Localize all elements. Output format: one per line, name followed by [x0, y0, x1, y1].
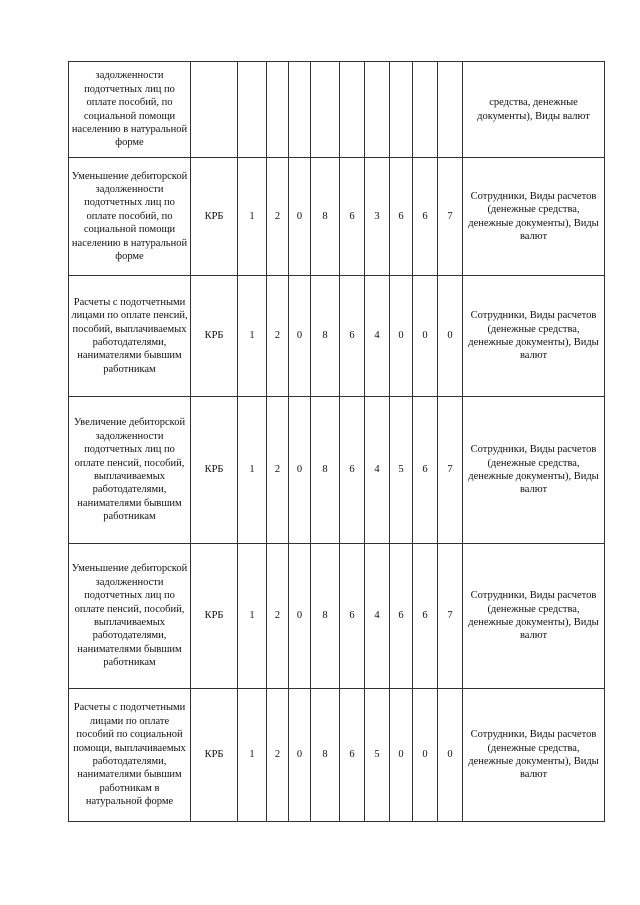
account-digit-cell: 6: [340, 397, 365, 544]
account-digit-cell: 0: [289, 544, 311, 689]
balance-code-cell: КРБ: [191, 158, 238, 276]
account-digit-cell: 2: [267, 276, 289, 397]
accounts-table: [68, 61, 605, 822]
account-digit-cell: 6: [390, 158, 413, 276]
analytics-cell: Сотрудники, Виды расчетов (денежные средства, денежные документы), Виды валют: [463, 158, 605, 276]
account-digit-cell: 4: [365, 276, 390, 397]
account-digit-cell: [438, 62, 463, 158]
analytics-cell: Сотрудники, Виды расчетов (денежные средства, денежные документы), Виды валют: [463, 397, 605, 544]
table-row: [69, 544, 605, 689]
account-digit-cell: 6: [413, 158, 438, 276]
operation-name-cell: Расчеты с подотчетными лицами по оплате пособий по социальной помощи, выплачиваемых работодателями, нанимателями бывшим работникам в натуральной форме: [69, 689, 191, 822]
analytics-cell: Сотрудники, Виды расчетов (денежные средства, денежные документы), Виды валют: [463, 689, 605, 822]
account-digit-cell: 1: [238, 158, 267, 276]
account-digit-cell: 2: [267, 158, 289, 276]
account-digit-cell: 0: [289, 158, 311, 276]
account-digit-cell: 4: [365, 397, 390, 544]
account-digit-cell: 1: [238, 276, 267, 397]
account-digit-cell: 0: [413, 689, 438, 822]
account-digit-cell: [340, 62, 365, 158]
account-digit-cell: 1: [238, 689, 267, 822]
account-digit-cell: 8: [311, 397, 340, 544]
account-digit-cell: [311, 62, 340, 158]
table-row: [69, 62, 605, 158]
account-digit-cell: [365, 62, 390, 158]
account-digit-cell: 8: [311, 276, 340, 397]
account-digit-cell: 0: [289, 689, 311, 822]
account-digit-cell: 5: [365, 689, 390, 822]
account-digit-cell: 6: [340, 276, 365, 397]
table-row: [69, 276, 605, 397]
table-row: [69, 397, 605, 544]
account-digit-cell: 0: [289, 397, 311, 544]
account-digit-cell: 8: [311, 544, 340, 689]
account-digit-cell: 8: [311, 689, 340, 822]
account-digit-cell: 0: [438, 689, 463, 822]
account-digit-cell: 1: [238, 397, 267, 544]
account-digit-cell: [289, 62, 311, 158]
account-digit-cell: 2: [267, 544, 289, 689]
account-digit-cell: 6: [340, 689, 365, 822]
operation-name-cell: Увеличение дебиторской задолженности подотчетных лиц по оплате пенсий, пособий, выплачиваемых работодателями, нанимателями бывшим работникам: [69, 397, 191, 544]
account-digit-cell: 1: [238, 544, 267, 689]
account-digit-cell: [390, 62, 413, 158]
account-digit-cell: 0: [390, 276, 413, 397]
balance-code-cell: [191, 62, 238, 158]
balance-code-cell: КРБ: [191, 689, 238, 822]
account-digit-cell: 7: [438, 158, 463, 276]
account-digit-cell: 6: [340, 158, 365, 276]
account-digit-cell: 6: [340, 544, 365, 689]
account-digit-cell: 7: [438, 544, 463, 689]
operation-name-cell: задолженности подотчетных лиц по оплате пособий, по социальной помощи населению в натуральной форме: [69, 62, 191, 158]
account-digit-cell: 6: [413, 544, 438, 689]
account-digit-cell: 3: [365, 158, 390, 276]
account-digit-cell: 0: [390, 689, 413, 822]
balance-code-cell: КРБ: [191, 397, 238, 544]
account-digit-cell: 4: [365, 544, 390, 689]
account-digit-cell: 2: [267, 689, 289, 822]
account-digit-cell: 2: [267, 397, 289, 544]
balance-code-cell: КРБ: [191, 544, 238, 689]
account-digit-cell: 6: [413, 397, 438, 544]
account-digit-cell: 0: [289, 276, 311, 397]
account-digit-cell: [267, 62, 289, 158]
account-digit-cell: 6: [390, 544, 413, 689]
table-row: [69, 689, 605, 822]
balance-code-cell: КРБ: [191, 276, 238, 397]
account-digit-cell: 0: [413, 276, 438, 397]
account-digit-cell: 5: [390, 397, 413, 544]
account-digit-cell: [413, 62, 438, 158]
operation-name-cell: Уменьшение дебиторской задолженности подотчетных лиц по оплате пособий, по социальной помощи населению в натуральной форме: [69, 158, 191, 276]
operation-name-cell: Расчеты с подотчетными лицами по оплате пенсий, пособий, выплачиваемых работодателями, нанимателями бывшим работникам: [69, 276, 191, 397]
operation-name-cell: Уменьшение дебиторской задолженности подотчетных лиц по оплате пенсий, пособий, выплачиваемых работодателями, нанимателями бывшим работникам: [69, 544, 191, 689]
account-digit-cell: [238, 62, 267, 158]
account-digit-cell: 0: [438, 276, 463, 397]
analytics-cell: Сотрудники, Виды расчетов (денежные средства, денежные документы), Виды валют: [463, 276, 605, 397]
table-row: [69, 158, 605, 276]
analytics-cell: средства, денежные документы), Виды валют: [463, 62, 605, 158]
analytics-cell: Сотрудники, Виды расчетов (денежные средства, денежные документы), Виды валют: [463, 544, 605, 689]
account-digit-cell: 8: [311, 158, 340, 276]
account-digit-cell: 7: [438, 397, 463, 544]
